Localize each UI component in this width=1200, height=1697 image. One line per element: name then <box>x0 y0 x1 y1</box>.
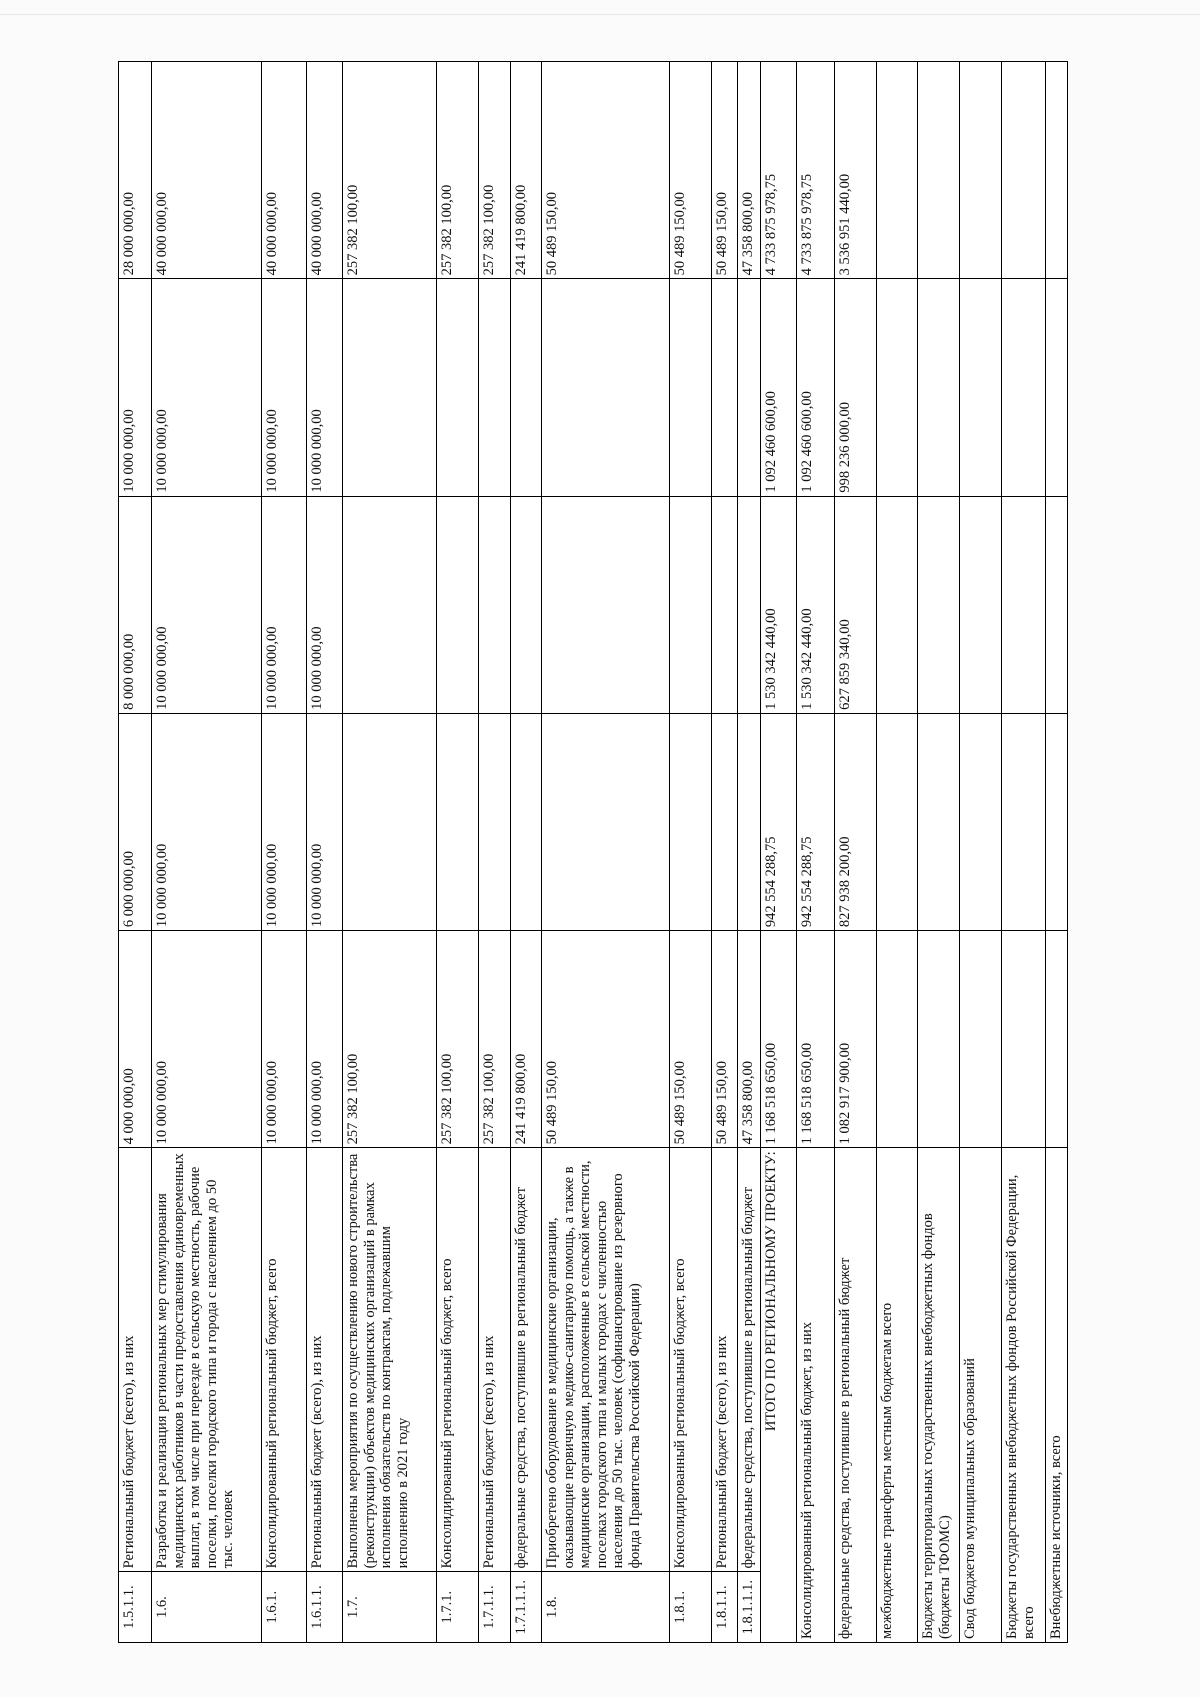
summary-label: федеральные средства, поступившие в региональный бюджет <box>835 1148 877 1643</box>
total-row <box>761 62 797 1643</box>
summary-row <box>1046 62 1068 1643</box>
summary-row <box>960 62 1002 1643</box>
summary-value-cell <box>1002 279 1046 496</box>
row-name: Региональный бюджет (всего), из них <box>479 1148 511 1572</box>
summary-value-cell <box>960 496 1002 713</box>
summary-row <box>835 62 877 1643</box>
table-row <box>542 62 670 1643</box>
value-cell: 40 000 000,00 <box>262 62 307 279</box>
summary-row <box>877 62 918 1643</box>
value-cell <box>343 713 437 930</box>
value-cell: 257 382 100,00 <box>437 931 479 1148</box>
summary-label: Внебюджетные источники, всего <box>1046 1148 1068 1643</box>
value-cell <box>343 496 437 713</box>
summary-value-cell <box>1046 62 1068 279</box>
table-row <box>119 62 152 1643</box>
row-name: федеральные средства, поступившие в региональный бюджет <box>511 1148 542 1572</box>
value-cell: 47 358 800,00 <box>738 931 761 1148</box>
summary-value-cell: 3 536 951 440,00 <box>835 62 877 279</box>
table-row <box>738 62 761 1643</box>
value-cell: 6 000 000,00 <box>119 713 152 930</box>
table-row <box>479 62 511 1643</box>
summary-value-cell: 1 530 342 440,00 <box>797 496 835 713</box>
value-cell: 10 000 000,00 <box>152 496 262 713</box>
summary-value-cell <box>877 931 918 1148</box>
row-code: 1.7.1. <box>437 1572 479 1643</box>
summary-value-cell <box>877 279 918 496</box>
row-code: 1.8.1.1.1. <box>738 1572 761 1643</box>
row-code: 1.5.1.1. <box>119 1572 152 1643</box>
table-row <box>712 62 738 1643</box>
row-code: 1.6.1.1. <box>307 1572 343 1643</box>
total-label: ИТОГО ПО РЕГИОНАЛЬНОМУ ПРОЕКТУ: <box>761 1148 797 1643</box>
value-cell: 50 489 150,00 <box>670 931 712 1148</box>
summary-label: Бюджеты территориальных государственных внебюджетных фондов (бюджеты ТФОМС) <box>918 1148 960 1643</box>
value-cell: 8 000 000,00 <box>119 496 152 713</box>
row-code: 1.6.1. <box>262 1572 307 1643</box>
value-cell <box>437 279 479 496</box>
value-cell: 50 489 150,00 <box>542 931 670 1148</box>
value-cell: 4 000 000,00 <box>119 931 152 1148</box>
value-cell <box>670 496 712 713</box>
value-cell: 241 419 800,00 <box>511 62 542 279</box>
summary-row <box>1002 62 1046 1643</box>
summary-value-cell: 1 168 518 650,00 <box>797 931 835 1148</box>
row-code: 1.8.1. <box>670 1572 712 1643</box>
value-cell: 40 000 000,00 <box>307 62 343 279</box>
value-cell <box>670 713 712 930</box>
value-cell: 10 000 000,00 <box>152 931 262 1148</box>
value-cell: 10 000 000,00 <box>307 279 343 496</box>
value-cell: 10 000 000,00 <box>152 279 262 496</box>
summary-value-cell: 998 236 000,00 <box>835 279 877 496</box>
summary-value-cell <box>1002 713 1046 930</box>
scan-top-edge <box>0 14 1200 15</box>
value-cell <box>542 713 670 930</box>
summary-value-cell <box>877 496 918 713</box>
value-cell: 10 000 000,00 <box>262 279 307 496</box>
value-cell: 257 382 100,00 <box>479 931 511 1148</box>
value-cell: 10 000 000,00 <box>307 713 343 930</box>
summary-value-cell <box>877 62 918 279</box>
value-cell <box>712 713 738 930</box>
summary-row <box>918 62 960 1643</box>
row-name: Приобретено оборудование в медицинские организации, оказывающие первичную медико-санитарную помощь, а также в медицинские организации, расположенные в сельской местности, поселках городского типа и малых городах с численностью населения до 50 тыс. человек (софинансирование из резервного фонда Правительства Российской Федерации) <box>542 1148 670 1572</box>
value-cell: 241 419 800,00 <box>511 931 542 1148</box>
value-cell <box>437 496 479 713</box>
summary-value-cell <box>1046 496 1068 713</box>
value-cell <box>479 279 511 496</box>
rotated-content <box>118 61 1128 1643</box>
summary-value-cell: 1 092 460 600,00 <box>797 279 835 496</box>
summary-value-cell <box>1002 496 1046 713</box>
row-name: федеральные средства, поступившие в региональный бюджет <box>738 1148 761 1572</box>
value-cell <box>670 279 712 496</box>
row-name: Региональный бюджет (всего), из них <box>712 1148 738 1572</box>
value-cell <box>542 496 670 713</box>
row-code: 1.6. <box>152 1572 262 1643</box>
total-value-cell: 4 733 875 978,75 <box>761 62 797 279</box>
value-cell: 50 489 150,00 <box>712 931 738 1148</box>
value-cell: 50 489 150,00 <box>712 62 738 279</box>
total-value-cell: 1 168 518 650,00 <box>761 931 797 1148</box>
table-row <box>307 62 343 1643</box>
row-name: Региональный бюджет (всего), из них <box>119 1148 152 1572</box>
summary-value-cell: 4 733 875 978,75 <box>797 62 835 279</box>
table-row <box>437 62 479 1643</box>
value-cell <box>437 713 479 930</box>
value-cell <box>343 279 437 496</box>
row-name: Консолидированный региональный бюджет, всего <box>262 1148 307 1572</box>
row-name: Региональный бюджет (всего), из них <box>307 1148 343 1572</box>
value-cell <box>511 496 542 713</box>
summary-value-cell: 627 859 340,00 <box>835 496 877 713</box>
table-row <box>511 62 542 1643</box>
value-cell: 10 000 000,00 <box>262 713 307 930</box>
summary-value-cell <box>1002 931 1046 1148</box>
summary-value-cell <box>918 62 960 279</box>
summary-value-cell <box>960 279 1002 496</box>
table-row <box>343 62 437 1643</box>
summary-value-cell <box>877 713 918 930</box>
value-cell: 50 489 150,00 <box>670 62 712 279</box>
value-cell: 10 000 000,00 <box>152 713 262 930</box>
value-cell: 47 358 800,00 <box>738 62 761 279</box>
value-cell: 10 000 000,00 <box>119 279 152 496</box>
row-name: Консолидированный региональный бюджет, всего <box>437 1148 479 1572</box>
total-value-cell: 1 092 460 600,00 <box>761 279 797 496</box>
summary-value-cell <box>1046 931 1068 1148</box>
value-cell: 257 382 100,00 <box>343 62 437 279</box>
summary-row <box>797 62 835 1643</box>
value-cell: 40 000 000,00 <box>152 62 262 279</box>
value-cell <box>542 279 670 496</box>
table-row <box>670 62 712 1643</box>
summary-value-cell <box>960 62 1002 279</box>
value-cell: 257 382 100,00 <box>479 62 511 279</box>
summary-value-cell <box>1046 713 1068 930</box>
summary-label: Бюджеты государственных внебюджетных фондов Российской Федерации, всего <box>1002 1148 1046 1643</box>
row-name: Консолидированный региональный бюджет, всего <box>670 1148 712 1572</box>
summary-value-cell: 942 554 288,75 <box>797 713 835 930</box>
row-name: Разработка и реализация региональных мер стимулирования медицинских работников в части предоставления единовременных выплат, в том числе при переезде в сельскую местность, рабочие поселки, поселки городского типа и города с населением до 50 тыс. человек <box>152 1148 262 1572</box>
value-cell <box>712 279 738 496</box>
summary-value-cell <box>918 931 960 1148</box>
row-code: 1.8.1.1. <box>712 1572 738 1643</box>
value-cell: 10 000 000,00 <box>262 931 307 1148</box>
value-cell: 257 382 100,00 <box>437 62 479 279</box>
value-cell: 10 000 000,00 <box>307 496 343 713</box>
total-value-cell: 942 554 288,75 <box>761 713 797 930</box>
row-code: 1.7.1.1.1. <box>511 1572 542 1643</box>
summary-value-cell <box>1002 62 1046 279</box>
value-cell: 50 489 150,00 <box>542 62 670 279</box>
value-cell <box>511 713 542 930</box>
row-code: 1.7.1.1. <box>479 1572 511 1643</box>
summary-value-cell <box>918 713 960 930</box>
summary-value-cell <box>1046 279 1068 496</box>
budget-table-body <box>119 62 1068 1643</box>
summary-value-cell <box>918 496 960 713</box>
summary-value-cell <box>960 931 1002 1148</box>
value-cell: 257 382 100,00 <box>343 931 437 1148</box>
value-cell <box>511 279 542 496</box>
value-cell: 28 000 000,00 <box>119 62 152 279</box>
value-cell: 10 000 000,00 <box>307 931 343 1148</box>
summary-value-cell: 1 082 917 900,00 <box>835 931 877 1148</box>
rotated-page <box>118 61 1128 1643</box>
value-cell <box>479 713 511 930</box>
value-cell <box>738 713 761 930</box>
row-code: 1.8. <box>542 1572 670 1643</box>
row-name: Выполнены мероприятия по осуществлению нового строительства (реконструкции) объектов медицинских организаций в рамках исполнения обязательств по контрактам, подлежавшим исполнению в 2021 году <box>343 1148 437 1572</box>
budget-table <box>118 61 1068 1643</box>
summary-value-cell <box>960 713 1002 930</box>
summary-label: межбюджетные трансферты местным бюджетам всего <box>877 1148 918 1643</box>
total-value-cell: 1 530 342 440,00 <box>761 496 797 713</box>
value-cell: 10 000 000,00 <box>262 496 307 713</box>
value-cell <box>712 496 738 713</box>
value-cell <box>738 279 761 496</box>
table-row <box>262 62 307 1643</box>
value-cell <box>479 496 511 713</box>
row-code: 1.7. <box>343 1572 437 1643</box>
summary-value-cell: 827 938 200,00 <box>835 713 877 930</box>
summary-label: Консолидированный региональный бюджет, из них <box>797 1148 835 1643</box>
table-row <box>152 62 262 1643</box>
summary-value-cell <box>918 279 960 496</box>
summary-label: Свод бюджетов муниципальных образований <box>960 1148 1002 1643</box>
value-cell <box>738 496 761 713</box>
